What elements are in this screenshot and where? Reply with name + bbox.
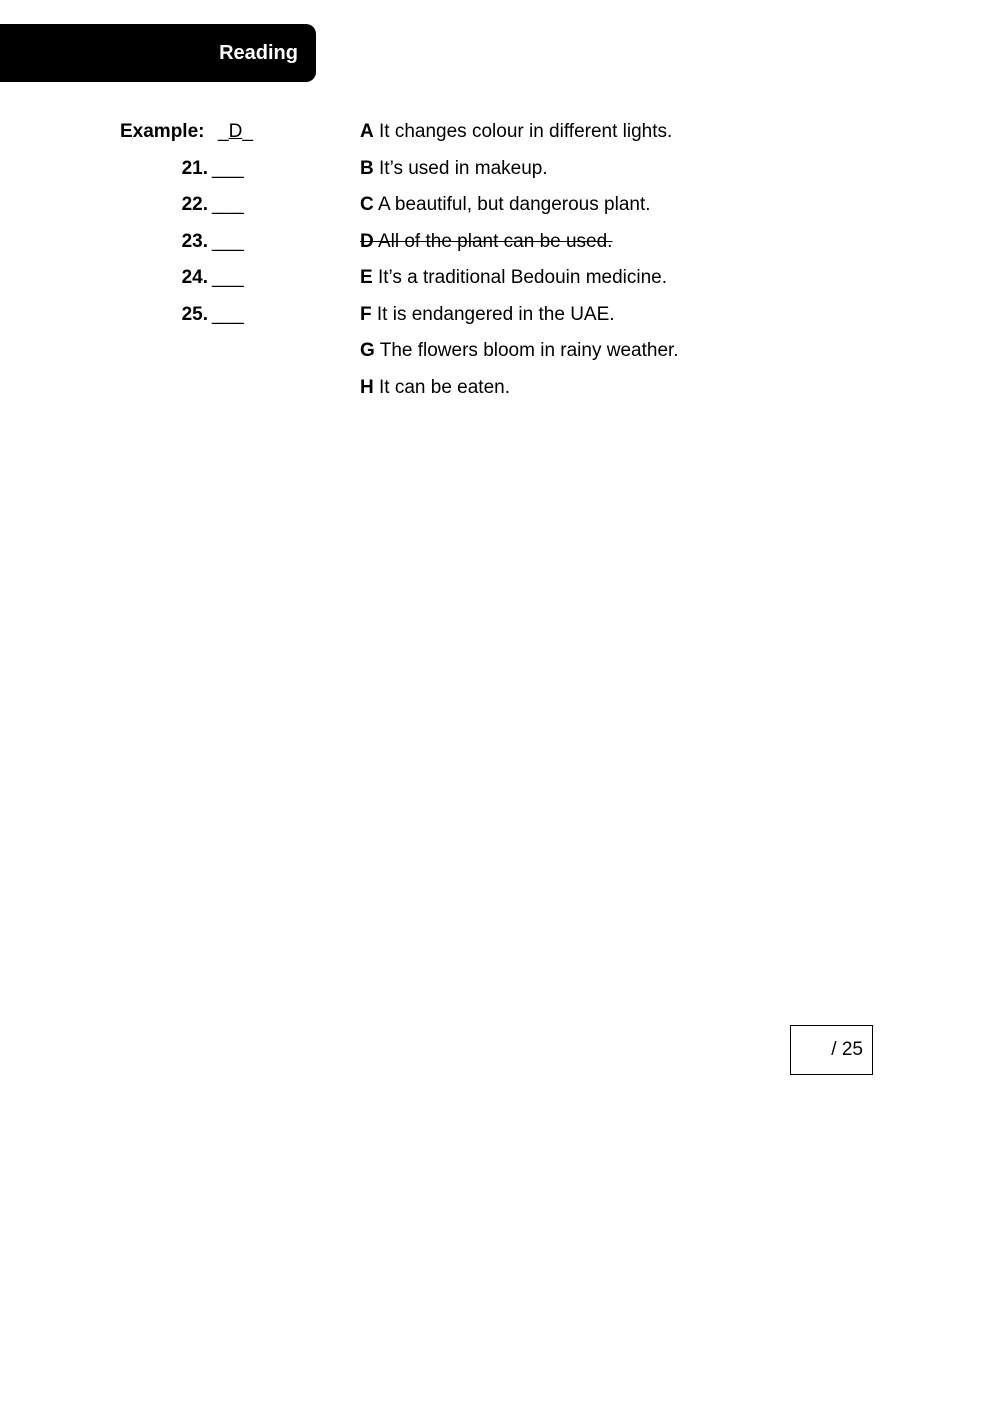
answer-row-25 [0, 301, 360, 329]
option-text: It’s a traditional Bedouin medicine. [377, 267, 668, 288]
option-f [360, 301, 615, 329]
option-letter: C [360, 194, 374, 215]
option-b [360, 155, 548, 183]
example-row [0, 118, 360, 146]
option-letter: A [360, 121, 374, 142]
example-answer [218, 118, 253, 146]
section-title: Reading [219, 42, 298, 64]
section-tab [0, 24, 316, 82]
option-text: All of the plant can be used. [377, 230, 613, 252]
option-h [360, 374, 510, 402]
answer-blank[interactable]: ___ [212, 157, 244, 179]
option-e [360, 264, 667, 292]
answer-blank[interactable]: ___ [212, 194, 244, 215]
question-number: 24. [181, 267, 208, 288]
option-letter: D [360, 230, 374, 252]
option-d [360, 228, 612, 256]
question-number: 25. [181, 303, 208, 325]
example-label: Example: [120, 121, 205, 142]
option-g [360, 337, 679, 365]
score-total: / 25 [831, 1039, 863, 1060]
answer-row-21 [0, 155, 360, 183]
option-text: It’s used in makeup. [379, 157, 548, 179]
question-number: 22. [181, 194, 208, 215]
option-text: A beautiful, but dangerous plant. [377, 194, 651, 215]
answer-blank[interactable]: ___ [212, 230, 244, 252]
answer-blank[interactable]: ___ [212, 267, 244, 288]
answer-row-23 [0, 228, 360, 256]
option-letter: H [360, 376, 374, 398]
option-letter: G [360, 340, 375, 361]
example-answer-prefix: _ [218, 121, 229, 142]
option-text: It can be eaten. [379, 376, 511, 398]
question-number: 21. [181, 157, 208, 179]
option-text: It changes colour in different lights. [379, 121, 673, 142]
option-a [360, 118, 672, 146]
answer-row-22 [0, 191, 360, 219]
example-answer-suffix: _ [242, 121, 253, 142]
option-letter: F [360, 303, 372, 325]
answer-blank[interactable]: ___ [212, 303, 244, 325]
question-number: 23. [181, 230, 208, 252]
option-letter: B [360, 157, 374, 179]
example-answer-letter: D [228, 121, 243, 142]
option-letter: E [360, 267, 373, 288]
option-text: The flowers bloom in rainy weather. [379, 340, 679, 361]
score-box[interactable] [790, 1025, 873, 1075]
answer-row-24 [0, 264, 360, 292]
option-text: It is endangered in the UAE. [376, 303, 615, 325]
option-c [360, 191, 651, 219]
